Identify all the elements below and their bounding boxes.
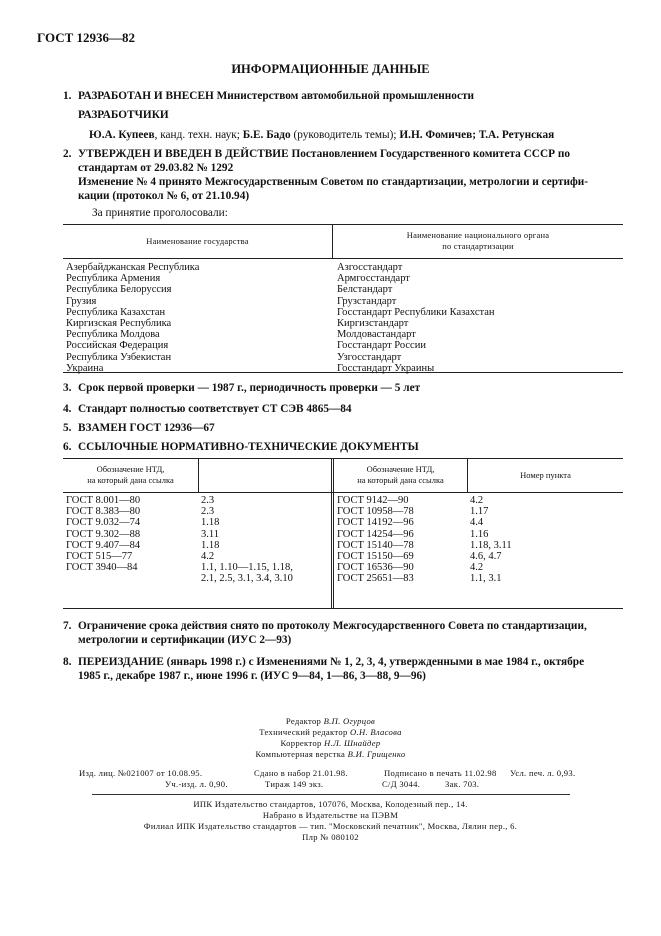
state-row: Украина — [66, 362, 104, 374]
editor-line — [0, 716, 661, 727]
body-row: Госстандарт Украины — [337, 362, 435, 374]
state-row: Грузия — [66, 295, 97, 307]
ref-row: ГОСТ 25651—83 — [337, 573, 414, 585]
ref-row: 4.2 — [201, 551, 215, 563]
item-8-line-1: ПЕРЕИЗДАНИЕ (январь 1998 г.) с Изменениями № 1, 2, 3, 4, утвержденными в мае 1984 г., октябре — [78, 656, 585, 668]
ref-row: ГОСТ 3940—84 — [66, 562, 138, 574]
item-2-line-1: УТВЕРЖДЕН И ВВЕДЕН В ДЕЙСТВИЕ Постановлением Государственного комитета СССР по — [78, 148, 570, 160]
tech-editor-name: О.Н. Власова — [350, 727, 402, 737]
ref-row: 4.2 — [470, 562, 484, 574]
item-3-number: 3. — [63, 382, 72, 394]
left-docs-column — [66, 495, 140, 573]
header-state: Наименование государства — [146, 236, 249, 246]
developer-2-title: (руководитель темы); — [290, 129, 400, 141]
ref-row: ГОСТ 8.001—80 — [66, 495, 141, 506]
item-6 — [63, 440, 623, 454]
item-2-line-3: Изменение № 4 принято Межгосударственным Советом по стандартизации, метрологии и сертифи- — [78, 176, 589, 188]
item-3-text: Срок первой проверки — 1987 г., периодичность проверки — 5 лет — [78, 382, 421, 394]
item-2-line-4: кации (протокол № 6, от 21.10.94) — [78, 190, 250, 202]
item-3 — [63, 381, 623, 395]
developer-1-title: , канд. техн. наук; — [154, 129, 243, 141]
item-4-number: 4. — [63, 403, 72, 415]
body-row: Госстандарт Республики Казахстан — [337, 306, 495, 318]
body-row: Узгосстандарт — [337, 351, 402, 363]
item-8-number: 8. — [63, 656, 72, 668]
ref-row: ГОСТ 10958—78 — [337, 506, 414, 518]
ref-row: ГОСТ 15150—69 — [337, 551, 414, 563]
print-run: Тираж 149 экз. — [265, 779, 324, 789]
bodies-column — [337, 262, 495, 374]
license-number: Изд. лиц. №021007 от 10.08.95. — [79, 768, 203, 778]
item-1-text: РАЗРАБОТАН И ВНЕСЕН Министерством автомобильной промышленности — [78, 90, 475, 102]
header-right-ntd-line-1: Обозначение НТД, — [366, 464, 435, 474]
ref-row: 4.4 — [470, 517, 484, 529]
ref-row: ГОСТ 14254—96 — [337, 528, 414, 540]
item-7-line-1: Ограничение срока действия снято по протоколу Межгосударственного Совета по стандартизации, — [78, 620, 587, 632]
signed-date: Подписано в печать 11.02.98 — [384, 768, 497, 778]
publisher-line-3: Филиал ИПК Издательство стандартов — тип. "Московский печатник", Москва, Лялин пер., 6. — [143, 821, 518, 831]
header-right-ntd — [334, 464, 467, 486]
developer-2-name: Б.Е. Бадо — [242, 129, 291, 141]
developers-list — [89, 128, 649, 142]
ref-row: 4.2 — [470, 495, 484, 506]
voted-label: За принятие проголосовали: — [92, 207, 228, 219]
divider — [92, 794, 570, 795]
state-row: Киргизская Республика — [66, 318, 172, 330]
item-7-line-2: метрологии и сертификации (ИУС 2—93) — [78, 634, 292, 646]
corrector-name: Н.Л. Шнайдер — [324, 738, 381, 748]
right-docs-column — [337, 495, 414, 585]
left-points-column — [201, 495, 293, 585]
document-code: ГОСТ 12936—82 — [37, 30, 136, 45]
ref-row: 2.1, 2.5, 3.1, 3.4, 3.10 — [201, 573, 293, 585]
ref-row: ГОСТ 16536—90 — [337, 562, 414, 574]
item-5 — [63, 421, 623, 435]
state-row: Республика Казахстан — [66, 306, 166, 318]
body-row: Грузстандарт — [337, 295, 397, 307]
item-6-text: ССЫЛОЧНЫЕ НОРМАТИВНО-ТЕХНИЧЕСКИЕ ДОКУМЕНТЫ — [78, 441, 419, 453]
header-left-ntd-line-2: на который дана ссылка — [87, 475, 174, 485]
state-row: Республика Узбекистан — [66, 351, 172, 363]
developers-label: РАЗРАБОТЧИКИ — [78, 109, 169, 121]
item-8-line-2: 1985 г., декабре 1987 г., июне 1996 г. (ИУС 9—84, 1—86, 3—88, 9—96) — [78, 670, 426, 682]
body-row: Молдовастандарт — [337, 329, 416, 341]
header-point-number: Номер пункта — [520, 470, 571, 480]
corrector-line — [0, 738, 661, 749]
body-row: Армгосстандарт — [337, 273, 410, 285]
order-number: Зак. 703. — [445, 779, 480, 789]
header-body — [333, 230, 623, 252]
ref-row: ГОСТ 9.032—74 — [66, 517, 141, 529]
editor-name: В.П. Огурцов — [323, 716, 376, 726]
state-row: Республика Молдова — [66, 329, 160, 341]
state-row: Республика Армения — [66, 273, 161, 285]
body-row: Азгосстандарт — [337, 262, 403, 273]
developer-3-names: И.Н. Фомичев; Т.А. Ретунская — [399, 129, 555, 141]
item-7 — [63, 619, 623, 633]
item-1 — [63, 89, 623, 103]
developer-1-name: Ю.А. Купеев — [89, 129, 155, 141]
ref-row: ГОСТ 9142—90 — [337, 495, 409, 506]
item-2-line-2: стандартам от 29.03.82 № 1292 — [78, 162, 234, 174]
item-7-number: 7. — [63, 620, 72, 632]
header-left-ntd — [63, 464, 198, 486]
publisher-line-1: ИПК Издательство стандартов, 107076, Москва, Колодезный пер., 14. — [193, 799, 468, 809]
layout-label: Компьютерная верстка — [255, 749, 348, 759]
tech-editor-label: Технический редактор — [259, 727, 350, 737]
item-1-number: 1. — [63, 90, 72, 102]
ref-row: 1.16 — [470, 528, 489, 540]
ref-row: 2.3 — [201, 495, 215, 506]
header-right-ntd-line-2: на который дана ссылка — [357, 475, 444, 485]
body-row: Госстандарт России — [337, 340, 426, 352]
ref-row: 1.18 — [201, 517, 220, 529]
references-table — [63, 458, 623, 608]
ref-row: 4.6, 4.7 — [470, 551, 502, 563]
ref-row: 1.1, 1.10—1.15, 1.18, — [201, 562, 293, 574]
print-sheets: Усл. печ. л. 0,93. — [510, 768, 576, 778]
tech-editor-line — [0, 727, 661, 738]
ref-row: ГОСТ 15140—78 — [337, 539, 414, 551]
item-5-number: 5. — [63, 422, 72, 434]
typeset-date: Сдано в набор 21.01.98. — [254, 768, 348, 778]
item-4 — [63, 402, 623, 416]
ref-row: 2.3 — [201, 506, 215, 518]
publisher-line-4: Плр № 080102 — [302, 832, 359, 842]
state-row: Российская Федерация — [66, 340, 169, 352]
ref-row: ГОСТ 515—77 — [66, 551, 133, 563]
item-4-text: Стандарт полностью соответствует СТ СЭВ 4865—84 — [78, 403, 352, 415]
layout-name: В.И. Грищенко — [347, 749, 406, 759]
item-5-text: ВЗАМЕН ГОСТ 12936—67 — [78, 422, 215, 434]
header-body-line-1: Наименование национального органа — [406, 230, 550, 240]
editor-label: Редактор — [285, 716, 324, 726]
publisher-line-2: Набрано в Издательстве на ПЭВМ — [262, 810, 399, 820]
ref-row: 1.1, 3.1 — [470, 573, 502, 585]
ref-row: 1.18, 3.11 — [470, 539, 512, 551]
ref-row: ГОСТ 9.302—88 — [66, 528, 141, 540]
sd-number: С/Д 3044. — [382, 779, 421, 789]
edition-sheets: Уч.-изд. л. 0,90. — [165, 779, 228, 789]
item-2 — [63, 147, 623, 161]
states-column — [66, 262, 199, 374]
state-row: Азербайджанская Республика — [66, 262, 200, 273]
voting-table — [63, 224, 623, 372]
header-body-line-2: по стандартизации — [442, 241, 514, 251]
ref-row: ГОСТ 9.407—84 — [66, 539, 141, 551]
item-6-number: 6. — [63, 441, 72, 453]
header-left-ntd-line-1: Обозначение НТД, — [96, 464, 165, 474]
layout-line — [0, 749, 661, 760]
item-8 — [63, 655, 623, 669]
body-row: Киргизстандарт — [337, 318, 409, 330]
ref-row: 3.11 — [201, 528, 219, 540]
ref-row: 1.18 — [201, 539, 220, 551]
ref-row: ГОСТ 8.383—80 — [66, 506, 141, 518]
body-row: Белстандарт — [337, 284, 393, 296]
ref-row: ГОСТ 14192—96 — [337, 517, 414, 529]
right-points-column — [470, 495, 512, 585]
state-row: Республика Белоруссия — [66, 284, 172, 296]
corrector-label: Корректор — [280, 738, 324, 748]
ref-row: 1.17 — [470, 506, 489, 518]
item-2-number: 2. — [63, 148, 72, 160]
page-title: ИНФОРМАЦИОННЫЕ ДАННЫЕ — [231, 62, 430, 76]
